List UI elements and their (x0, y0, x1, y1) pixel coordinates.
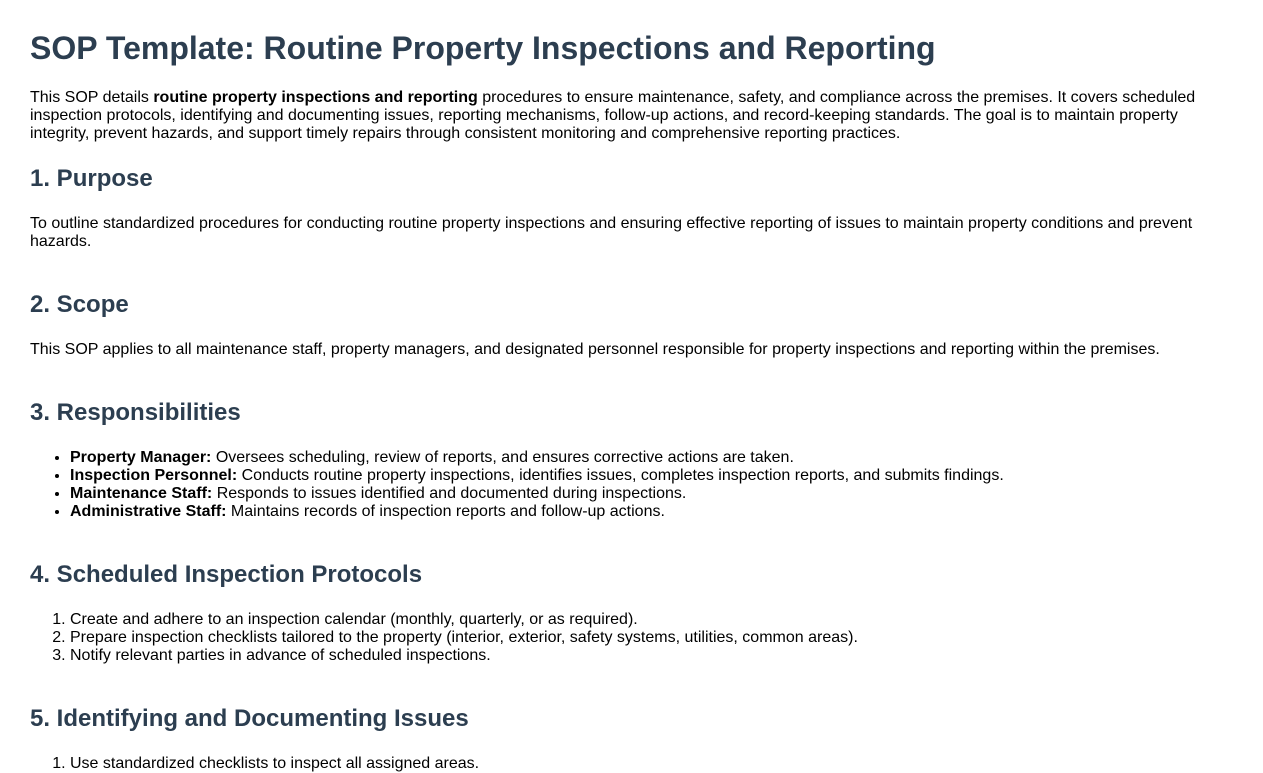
role-description: Responds to issues identified and documented during inspections. (212, 485, 687, 502)
list-item: 1. Use standardized checklists to inspect all assigned areas. (70, 755, 1233, 773)
role-label: Maintenance Staff: (70, 485, 213, 502)
purpose-heading: 1. Purpose (30, 165, 153, 192)
role-description: Oversees scheduling, review of reports, and ensures corrective actions are taken. (211, 449, 794, 466)
role-description: Maintains records of inspection reports and follow-up actions. (226, 503, 665, 520)
role-label: Administrative Staff: (70, 503, 227, 520)
page-title: SOP Template: Routine Property Inspections and Reporting (30, 30, 936, 66)
purpose-text: To outline standardized procedures for conducting routine property inspections and ensuring effective reporting of issues to maintain property conditions and prevent hazards. (30, 215, 1193, 250)
intro-paragraph (30, 89, 1233, 143)
identifying-issues-heading: 5. Identifying and Documenting Issues (30, 705, 469, 732)
list-item: 3. Notify relevant parties in advance of scheduled inspections. (70, 647, 1233, 665)
intro-emphasis: routine property inspections and reporting (153, 89, 478, 106)
intro-text-end: procedures to ensure maintenance, safety, and compliance across the premises. It covers scheduled inspection protocols, identifying and documenting issues, reporting mechanisms, follow-up actions, and record-keeping standards. The goal is to maintain property integrity, prevent hazards, and support timely repairs through consistent monitoring and comprehensive reporting practices. (30, 89, 1196, 142)
scheduled-inspection-list (30, 611, 1233, 665)
list-item (70, 503, 1233, 521)
scope-heading: 2. Scope (30, 291, 129, 318)
responsibilities-list (30, 449, 1233, 521)
list-item (70, 449, 1233, 467)
role-description: Conducts routine property inspections, identifies issues, completes inspection reports, and submits findings. (237, 467, 1004, 484)
list-item: 1. Create and adhere to an inspection calendar (monthly, quarterly, or as required). (70, 611, 1233, 629)
identifying-issues-list (30, 755, 1233, 773)
scope-text: This SOP applies to all maintenance staff, property managers, and designated personnel responsible for property inspections and reporting within the premises. (30, 341, 1160, 358)
list-item (70, 485, 1233, 503)
list-item: 2. Prepare inspection checklists tailored to the property (interior, exterior, safety systems, utilities, common areas). (70, 629, 1233, 647)
list-item (70, 467, 1233, 485)
role-label: Property Manager: (70, 449, 212, 466)
role-label: Inspection Personnel: (70, 467, 238, 484)
intro-text-start: This SOP details (30, 89, 154, 106)
scheduled-inspection-heading: 4. Scheduled Inspection Protocols (30, 561, 423, 588)
responsibilities-heading: 3. Responsibilities (30, 399, 241, 426)
